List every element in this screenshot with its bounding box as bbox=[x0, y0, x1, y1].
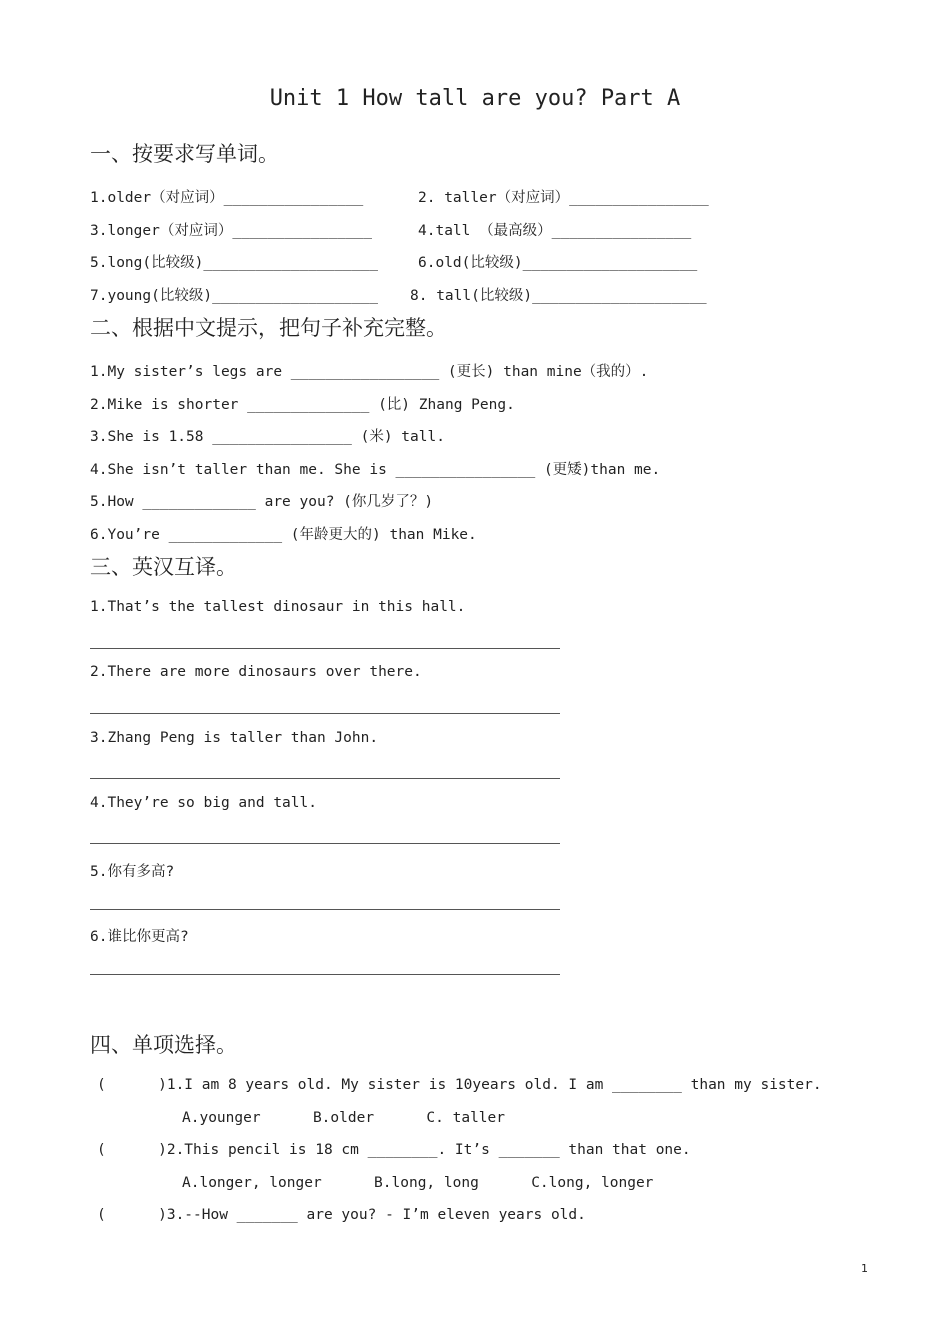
s1-item-7: 7.young(比较级)___________________ bbox=[90, 288, 378, 304]
s3-item-3: 3.Zhang Peng is taller than John. bbox=[90, 730, 379, 746]
s4-question-1-options: A.younger B.older C. taller bbox=[182, 1110, 506, 1126]
s2-item-3: 3.She is 1.58 ________________ (米) tall. bbox=[90, 429, 445, 445]
section-3-heading: 三、英汉互译。 bbox=[90, 555, 237, 579]
section-4-heading: 四、单项选择。 bbox=[90, 1033, 237, 1057]
s1-item-2: 2. taller（对应词）________________ bbox=[418, 190, 709, 206]
section-1-heading: 一、按要求写单词。 bbox=[90, 142, 279, 166]
s4-question-3: ( )3.--How _______ are you? - I’m eleven years old. bbox=[97, 1207, 586, 1223]
s4-question-1: ( )1.I am 8 years old. My sister is 10years old. I am ________ than my sister. bbox=[97, 1077, 822, 1093]
s4-question-2: ( )2.This pencil is 18 cm ________. It’s _______ than that one. bbox=[97, 1142, 691, 1158]
s3-item-5: 5.你有多高? bbox=[90, 864, 175, 880]
answer-line-5 bbox=[90, 909, 560, 910]
s1-item-6: 6.old(比较级)____________________ bbox=[418, 255, 698, 271]
s1-item-4: 4.tall （最高级）________________ bbox=[418, 223, 692, 239]
answer-line-4 bbox=[90, 843, 560, 844]
s4-question-2-options: A.longer, longer B.long, long C.long, longer bbox=[182, 1175, 654, 1191]
page-number: 1 bbox=[861, 1262, 868, 1275]
s1-item-5: 5.long(比较级)____________________ bbox=[90, 255, 378, 271]
s2-item-4: 4.She isn’t taller than me. She is ________________ (更矮)than me. bbox=[90, 462, 661, 478]
s3-item-6: 6.谁比你更高? bbox=[90, 929, 189, 945]
s2-item-1: 1.My sister’s legs are _________________ (更长) than mine（我的）. bbox=[90, 364, 649, 380]
answer-line-3 bbox=[90, 778, 560, 779]
s1-item-3: 3.longer（对应词）________________ bbox=[90, 223, 373, 239]
answer-line-6 bbox=[90, 974, 560, 975]
s2-item-2: 2.Mike is shorter ______________ (比) Zhang Peng. bbox=[90, 397, 515, 413]
s2-item-5: 5.How _____________ are you? (你几岁了？) bbox=[90, 494, 434, 510]
s2-item-6: 6.You’re _____________ (年龄更大的) than Mike. bbox=[90, 527, 477, 543]
s3-item-1: 1.That’s the tallest dinosaur in this hall. bbox=[90, 599, 466, 615]
answer-line-1 bbox=[90, 648, 560, 649]
answer-line-2 bbox=[90, 713, 560, 714]
section-2-heading: 二、根据中文提示，把句子补充完整。 bbox=[90, 316, 447, 340]
s1-item-8: 8. tall(比较级)____________________ bbox=[410, 288, 707, 304]
s1-item-1: 1.older（对应词）________________ bbox=[90, 190, 364, 206]
s3-item-4: 4.They’re so big and tall. bbox=[90, 795, 317, 811]
page-title: Unit 1 How tall are you? Part A bbox=[269, 86, 681, 111]
s3-item-2: 2.There are more dinosaurs over there. bbox=[90, 664, 422, 680]
